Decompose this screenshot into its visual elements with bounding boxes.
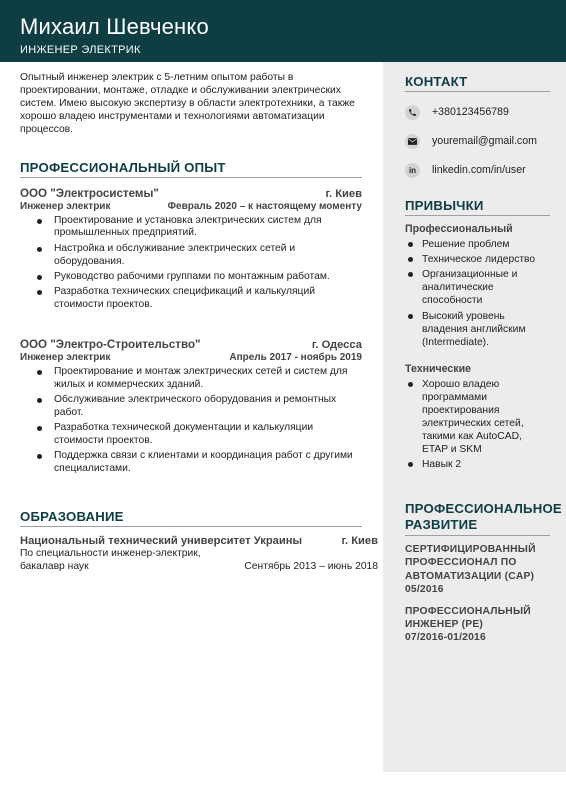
summary-text: Опытный инженер электрик с 5-летним опытом работы в проектировании, монтаже, отладке и обслуживании электрических систем. Имею высокую экспертизу в области электротехники, а также хорошо владею инструментами и технологиями автоматизации процессов. — [20, 72, 355, 135]
contact-phone — [405, 101, 550, 123]
job-entry — [20, 187, 362, 312]
cert-dates: 07/2016-01/2016 — [405, 632, 486, 644]
contact-linkedin — [405, 159, 550, 181]
skills-section-title: ПРИВЫЧКИ — [405, 198, 550, 216]
list-item: Решение проблем — [405, 238, 550, 251]
list-item: Проектирование и монтаж электрических сетей и систем для жилых и коммерческих зданий. — [20, 366, 362, 392]
job-entry — [20, 338, 362, 476]
list-item: Разработка технических спецификаций и калькуляций стоимости проектов. — [20, 286, 362, 312]
job-dates: Апрель 2017 - ноябрь 2019 — [229, 351, 362, 363]
job-role: Инженер электрик — [20, 351, 111, 363]
education-section-title: ОБРАЗОВАНИЕ — [20, 509, 362, 527]
list-item: Разработка технической документации и калькуляции стоимости проектов. — [20, 422, 362, 448]
job-company: ООО "Электросистемы" — [20, 186, 159, 200]
experience-section-title: ПРОФЕССИОНАЛЬНЫЙ ОПЫТ — [20, 160, 362, 178]
job-role: Инженер электрик — [20, 200, 111, 212]
list-item: Высокий уровень владения английским (Intermediate). — [405, 310, 550, 349]
contact-email — [405, 130, 550, 152]
education-degree: бакалавр наук — [20, 560, 89, 572]
job-dates: Февраль 2020 – к настоящему моменту — [167, 200, 362, 212]
development-section — [405, 501, 562, 645]
education-city: г. Киев — [341, 534, 378, 547]
cert-dates: 05/2016 — [405, 584, 444, 596]
job-city: г. Киев — [325, 187, 362, 200]
development-section-title: ПРОФЕССИОНАЛЬНОЕ РАЗВИТИЕ — [405, 501, 550, 536]
list-item: Поддержка связи с клиентами и координация работ с другими специалистами. — [20, 450, 362, 476]
skills-technical-list — [405, 378, 535, 471]
list-item: Обслуживание электрического оборудования и ремонтных работ. — [20, 394, 362, 420]
list-item: Руководство рабочими группами по монтажным работам. — [20, 271, 362, 284]
job-title: ИНЖЕНЕР ЭЛЕКТРИК — [20, 44, 141, 56]
resume-header — [0, 0, 566, 62]
list-item: Хорошо владею программами проектирования электрических сетей, такими как AutoCAD, ETAP и SKM — [405, 378, 535, 456]
skills-professional-list — [405, 238, 550, 349]
phone-number: +380123456789 — [432, 106, 509, 118]
list-item: Навык 2 — [405, 458, 535, 471]
list-item: Настройка и обслуживание электрических сетей и оборудования. — [20, 243, 362, 269]
cert-name: СЕРТИФИЦИРОВАННЫЙ ПРОФЕССИОНАЛ ПО АВТОМАТИЗАЦИИ (CAP) — [405, 544, 536, 582]
cert-name: ПРОФЕССИОНАЛЬНЫЙ ИНЖЕНЕР (PE) — [405, 605, 531, 631]
list-item: Проектирование и установка электрических систем для промышленных предприятий. — [20, 215, 362, 241]
linkedin-icon: in — [405, 163, 420, 178]
education-dates: Сентябрь 2013 – июнь 2018 — [244, 560, 378, 572]
contact-section — [405, 74, 550, 181]
job-company: ООО "Электро-Строительство" — [20, 337, 201, 351]
list-item: Техническое лидерство — [405, 253, 550, 266]
skills-professional-title: Профессиональный — [405, 223, 513, 235]
education-school: Национальный технический университет Украины — [20, 534, 303, 547]
person-name: Михаил Шевченко — [20, 14, 209, 39]
education-entry — [20, 534, 378, 573]
job-bullets — [20, 215, 362, 312]
contact-section-title: КОНТАКТ — [405, 74, 550, 92]
main-column — [20, 72, 378, 573]
phone-icon — [405, 105, 420, 120]
linkedin-url: linkedin.com/in/user — [432, 164, 526, 176]
skills-technical-title: Технические — [405, 362, 471, 375]
job-city: г. Одесса — [311, 338, 362, 351]
skills-section — [405, 198, 550, 473]
email-icon — [405, 134, 420, 149]
email-address: youremail@gmail.com — [432, 135, 537, 147]
education-specialty: По специальности инженер-электрик, — [20, 547, 201, 559]
list-item: Организационные и аналитические способности — [405, 268, 550, 307]
cert-entry — [405, 605, 550, 645]
job-bullets — [20, 366, 362, 476]
cert-entry — [405, 543, 550, 597]
